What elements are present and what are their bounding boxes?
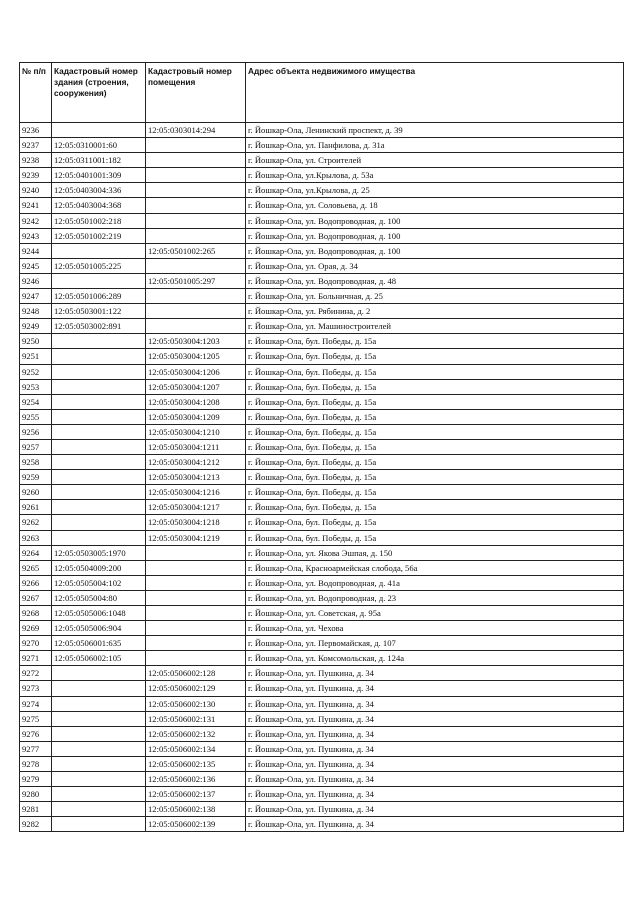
cell-room-cadastral	[146, 575, 246, 590]
cell-address: г. Йошкар-Ола, ул. Панфилова, д. 31а	[246, 138, 624, 153]
table-row	[20, 198, 624, 213]
cell-address: г. Йошкар-Ола, ул. Рябинина, д. 2	[246, 304, 624, 319]
cell-building-cadastral	[52, 470, 146, 485]
table-row	[20, 545, 624, 560]
cell-address: г. Йошкар-Ола, ул. Пушкина, д. 34	[246, 787, 624, 802]
table-row	[20, 560, 624, 575]
cell-address: г. Йошкар-Ола, ул. Чехова	[246, 621, 624, 636]
cell-address: г. Йошкар-Ола, ул. Водопроводная, д. 100	[246, 243, 624, 258]
table-row	[20, 772, 624, 787]
table-row	[20, 787, 624, 802]
cell-building-cadastral: 12:05:0403004:368	[52, 198, 146, 213]
table-row	[20, 817, 624, 832]
cell-address: г. Йошкар-Ола, бул. Победы, д. 15а	[246, 439, 624, 454]
cell-room-cadastral: 12:05:0506002:135	[146, 756, 246, 771]
cell-room-cadastral: 12:05:0503004:1210	[146, 424, 246, 439]
table-row	[20, 243, 624, 258]
cell-building-cadastral: 12:05:0503001:122	[52, 304, 146, 319]
cell-num: 9246	[20, 273, 52, 288]
cell-address: г. Йошкар-Ола, ул. Пушкина, д. 34	[246, 741, 624, 756]
cell-num: 9254	[20, 394, 52, 409]
cell-room-cadastral	[146, 183, 246, 198]
cell-room-cadastral: 12:05:0506002:129	[146, 681, 246, 696]
cell-address: г. Йошкар-Ола, ул. Пушкина, д. 34	[246, 802, 624, 817]
cell-room-cadastral: 12:05:0503004:1207	[146, 379, 246, 394]
cell-building-cadastral	[52, 696, 146, 711]
table-row	[20, 711, 624, 726]
table-row	[20, 666, 624, 681]
cell-building-cadastral	[52, 243, 146, 258]
table-row	[20, 213, 624, 228]
cell-address: г. Йошкар-Ола, ул. Водопроводная, д. 100	[246, 213, 624, 228]
cell-num: 9277	[20, 741, 52, 756]
cell-address: г. Йошкар-Ола, ул. Якова Эшпая, д. 150	[246, 545, 624, 560]
cell-building-cadastral: 12:05:0503002:891	[52, 319, 146, 334]
cell-room-cadastral: 12:05:0506002:134	[146, 741, 246, 756]
cell-building-cadastral	[52, 726, 146, 741]
cell-building-cadastral: 12:05:0506002:105	[52, 651, 146, 666]
cell-address: г. Йошкар-Ола, бул. Победы, д. 15а	[246, 530, 624, 545]
cell-address: г. Йошкар-Ола, ул.Крылова, д. 25	[246, 183, 624, 198]
cell-address: г. Йошкар-Ола, ул. Пушкина, д. 34	[246, 772, 624, 787]
cell-address: г. Йошкар-Ола, ул. Орая, д. 34	[246, 258, 624, 273]
table-row	[20, 304, 624, 319]
cell-building-cadastral: 12:05:0401001:309	[52, 168, 146, 183]
cell-num: 9266	[20, 575, 52, 590]
cell-num: 9270	[20, 636, 52, 651]
cell-building-cadastral: 12:05:0506001:635	[52, 636, 146, 651]
cell-room-cadastral	[146, 651, 246, 666]
table-row	[20, 621, 624, 636]
cell-building-cadastral	[52, 772, 146, 787]
cell-building-cadastral	[52, 439, 146, 454]
cell-building-cadastral	[52, 530, 146, 545]
cell-room-cadastral: 12:05:0503004:1211	[146, 439, 246, 454]
cell-building-cadastral: 12:05:0501006:289	[52, 289, 146, 304]
table-row	[20, 651, 624, 666]
cell-building-cadastral: 12:05:0505006:1048	[52, 606, 146, 621]
cell-address: г. Йошкар-Ола, ул. Соловьева, д. 18	[246, 198, 624, 213]
cell-room-cadastral: 12:05:0503004:1203	[146, 334, 246, 349]
cell-address: г. Йошкар-Ола, ул.Крылова, д. 53а	[246, 168, 624, 183]
cell-num: 9256	[20, 424, 52, 439]
cell-address: г. Йошкар-Ола, ул. Пушкина, д. 34	[246, 726, 624, 741]
cell-address: г. Йошкар-Ола, бул. Победы, д. 15а	[246, 455, 624, 470]
cell-room-cadastral	[146, 153, 246, 168]
cell-address: г. Йошкар-Ола, ул. Советская, д. 95а	[246, 606, 624, 621]
cell-address: г. Йошкар-Ола, ул. Комсомольская, д. 124а	[246, 651, 624, 666]
table-row	[20, 575, 624, 590]
cell-building-cadastral	[52, 802, 146, 817]
cell-num: 9261	[20, 500, 52, 515]
table-row	[20, 756, 624, 771]
cell-room-cadastral	[146, 228, 246, 243]
cell-num: 9236	[20, 123, 52, 138]
cell-address: г. Йошкар-Ола, бул. Победы, д. 15а	[246, 349, 624, 364]
cell-address: г. Йошкар-Ола, бул. Победы, д. 15а	[246, 334, 624, 349]
cell-room-cadastral: 12:05:0503004:1213	[146, 470, 246, 485]
table-row	[20, 364, 624, 379]
cell-room-cadastral	[146, 545, 246, 560]
cell-room-cadastral: 12:05:0501005:297	[146, 273, 246, 288]
cell-num: 9280	[20, 787, 52, 802]
cell-room-cadastral: 12:05:0503004:1218	[146, 515, 246, 530]
cell-num: 9271	[20, 651, 52, 666]
table-row	[20, 606, 624, 621]
cell-address: г. Йошкар-Ола, ул. Машиностроителей	[246, 319, 624, 334]
cell-room-cadastral	[146, 213, 246, 228]
cell-room-cadastral: 12:05:0501002:265	[146, 243, 246, 258]
cell-num: 9264	[20, 545, 52, 560]
cell-address: г. Йошкар-Ола, ул. Пушкина, д. 34	[246, 696, 624, 711]
cell-room-cadastral: 12:05:0503004:1205	[146, 349, 246, 364]
cell-building-cadastral	[52, 364, 146, 379]
document-page	[19, 62, 623, 832]
cell-address: г. Йошкар-Ола, ул. Водопроводная, д. 41а	[246, 575, 624, 590]
table-row	[20, 802, 624, 817]
table-row	[20, 319, 624, 334]
cell-num: 9248	[20, 304, 52, 319]
cell-building-cadastral	[52, 424, 146, 439]
cell-num: 9259	[20, 470, 52, 485]
cell-building-cadastral	[52, 379, 146, 394]
table-row	[20, 273, 624, 288]
cell-room-cadastral: 12:05:0506002:128	[146, 666, 246, 681]
cell-room-cadastral	[146, 621, 246, 636]
cell-num: 9272	[20, 666, 52, 681]
cell-num: 9251	[20, 349, 52, 364]
table-row	[20, 439, 624, 454]
cell-num: 9275	[20, 711, 52, 726]
cell-address: г. Йошкар-Ола, ул. Водопроводная, д. 100	[246, 228, 624, 243]
cell-address: г. Йошкар-Ола, бул. Победы, д. 15а	[246, 409, 624, 424]
table-row	[20, 455, 624, 470]
cell-room-cadastral: 12:05:0506002:137	[146, 787, 246, 802]
cell-building-cadastral: 12:05:0505004:102	[52, 575, 146, 590]
cell-building-cadastral: 12:05:0504009:200	[52, 560, 146, 575]
table-row	[20, 123, 624, 138]
cell-address: г. Йошкар-Ола, бул. Победы, д. 15а	[246, 424, 624, 439]
cell-building-cadastral	[52, 515, 146, 530]
cell-address: г. Йошкар-Ола, ул. Водопроводная, д. 23	[246, 590, 624, 605]
cell-building-cadastral: 12:05:0505004:80	[52, 590, 146, 605]
cell-room-cadastral: 12:05:0503004:1209	[146, 409, 246, 424]
table-row	[20, 515, 624, 530]
cell-num: 9247	[20, 289, 52, 304]
cell-room-cadastral: 12:05:0303014:294	[146, 123, 246, 138]
cell-room-cadastral: 12:05:0503004:1208	[146, 394, 246, 409]
cell-num: 9249	[20, 319, 52, 334]
table-row	[20, 424, 624, 439]
cell-building-cadastral: 12:05:0501002:219	[52, 228, 146, 243]
cell-room-cadastral: 12:05:0506002:132	[146, 726, 246, 741]
cell-num: 9262	[20, 515, 52, 530]
table-row	[20, 470, 624, 485]
header-building-cadastral: Кадастровый номер здания (строения, сооружения)	[52, 63, 146, 123]
cell-num: 9263	[20, 530, 52, 545]
table-row	[20, 289, 624, 304]
cell-num: 9240	[20, 183, 52, 198]
cell-room-cadastral	[146, 138, 246, 153]
cell-address: г. Йошкар-Ола, Красноармейская слобода, 56а	[246, 560, 624, 575]
cell-room-cadastral	[146, 590, 246, 605]
cell-num: 9282	[20, 817, 52, 832]
cell-num: 9239	[20, 168, 52, 183]
table-row	[20, 681, 624, 696]
table-row	[20, 530, 624, 545]
cell-building-cadastral	[52, 681, 146, 696]
cell-num: 9244	[20, 243, 52, 258]
cell-room-cadastral: 12:05:0503004:1219	[146, 530, 246, 545]
cell-num: 9255	[20, 409, 52, 424]
table-row	[20, 696, 624, 711]
cell-address: г. Йошкар-Ола, ул. Пушкина, д. 34	[246, 666, 624, 681]
cell-num: 9274	[20, 696, 52, 711]
cell-room-cadastral: 12:05:0503004:1216	[146, 485, 246, 500]
cell-building-cadastral	[52, 711, 146, 726]
cell-room-cadastral	[146, 168, 246, 183]
cell-room-cadastral	[146, 289, 246, 304]
cell-num: 9278	[20, 756, 52, 771]
cell-room-cadastral	[146, 636, 246, 651]
table-row	[20, 153, 624, 168]
cell-room-cadastral: 12:05:0506002:131	[146, 711, 246, 726]
cell-room-cadastral	[146, 304, 246, 319]
cell-room-cadastral: 12:05:0503004:1206	[146, 364, 246, 379]
table-row	[20, 258, 624, 273]
table-row	[20, 409, 624, 424]
cell-num: 9268	[20, 606, 52, 621]
cell-building-cadastral	[52, 123, 146, 138]
table-header-row	[20, 63, 624, 123]
cell-address: г. Йошкар-Ола, бул. Победы, д. 15а	[246, 394, 624, 409]
cell-building-cadastral	[52, 741, 146, 756]
cell-num: 9267	[20, 590, 52, 605]
cell-address: г. Йошкар-Ола, бул. Победы, д. 15а	[246, 379, 624, 394]
header-address: Адрес объекта недвижимого имущества	[246, 63, 624, 123]
table-row	[20, 726, 624, 741]
cell-address: г. Йошкар-Ола, ул. Больничная, д. 25	[246, 289, 624, 304]
cell-address: г. Йошкар-Ола, бул. Победы, д. 15а	[246, 364, 624, 379]
table-body	[20, 123, 624, 832]
cell-address: г. Йошкар-Ола, Ленинский проспект, д. 39	[246, 123, 624, 138]
table-row	[20, 138, 624, 153]
cell-building-cadastral	[52, 787, 146, 802]
property-table	[19, 62, 624, 832]
table-row	[20, 500, 624, 515]
cell-address: г. Йошкар-Ола, ул. Строителей	[246, 153, 624, 168]
cell-room-cadastral: 12:05:0506002:139	[146, 817, 246, 832]
table-row	[20, 228, 624, 243]
table-row	[20, 741, 624, 756]
cell-room-cadastral	[146, 258, 246, 273]
cell-num: 9238	[20, 153, 52, 168]
cell-building-cadastral	[52, 756, 146, 771]
header-room-cadastral: Кадастровый номер помещения	[146, 63, 246, 123]
cell-room-cadastral	[146, 319, 246, 334]
cell-address: г. Йошкар-Ола, ул. Пушкина, д. 34	[246, 756, 624, 771]
cell-num: 9279	[20, 772, 52, 787]
cell-address: г. Йошкар-Ола, бул. Победы, д. 15а	[246, 500, 624, 515]
cell-room-cadastral: 12:05:0506002:138	[146, 802, 246, 817]
cell-room-cadastral	[146, 198, 246, 213]
cell-num: 9237	[20, 138, 52, 153]
cell-num: 9243	[20, 228, 52, 243]
cell-num: 9269	[20, 621, 52, 636]
header-num: № п/п	[20, 63, 52, 123]
table-row	[20, 394, 624, 409]
cell-room-cadastral: 12:05:0503004:1212	[146, 455, 246, 470]
cell-num: 9250	[20, 334, 52, 349]
cell-num: 9265	[20, 560, 52, 575]
cell-num: 9257	[20, 439, 52, 454]
cell-building-cadastral	[52, 500, 146, 515]
cell-num: 9245	[20, 258, 52, 273]
cell-room-cadastral	[146, 606, 246, 621]
cell-building-cadastral: 12:05:0501002:218	[52, 213, 146, 228]
cell-room-cadastral: 12:05:0503004:1217	[146, 500, 246, 515]
cell-building-cadastral	[52, 817, 146, 832]
table-row	[20, 183, 624, 198]
cell-num: 9241	[20, 198, 52, 213]
cell-num: 9253	[20, 379, 52, 394]
cell-building-cadastral	[52, 485, 146, 500]
cell-num: 9258	[20, 455, 52, 470]
cell-address: г. Йошкар-Ола, бул. Победы, д. 15а	[246, 470, 624, 485]
table-row	[20, 636, 624, 651]
cell-building-cadastral	[52, 455, 146, 470]
cell-building-cadastral	[52, 666, 146, 681]
table-row	[20, 485, 624, 500]
cell-building-cadastral: 12:05:0311001:182	[52, 153, 146, 168]
cell-num: 9276	[20, 726, 52, 741]
cell-building-cadastral	[52, 394, 146, 409]
cell-num: 9252	[20, 364, 52, 379]
cell-building-cadastral	[52, 409, 146, 424]
cell-building-cadastral: 12:05:0310001:60	[52, 138, 146, 153]
cell-building-cadastral	[52, 349, 146, 364]
cell-building-cadastral	[52, 273, 146, 288]
cell-num: 9281	[20, 802, 52, 817]
cell-building-cadastral: 12:05:0403004:336	[52, 183, 146, 198]
cell-address: г. Йошкар-Ола, ул. Пушкина, д. 34	[246, 817, 624, 832]
cell-room-cadastral: 12:05:0506002:136	[146, 772, 246, 787]
cell-building-cadastral	[52, 334, 146, 349]
table-row	[20, 590, 624, 605]
cell-room-cadastral: 12:05:0506002:130	[146, 696, 246, 711]
table-row	[20, 334, 624, 349]
cell-address: г. Йошкар-Ола, ул. Первомайская, д. 107	[246, 636, 624, 651]
table-row	[20, 349, 624, 364]
cell-address: г. Йошкар-Ола, бул. Победы, д. 15а	[246, 515, 624, 530]
cell-num: 9260	[20, 485, 52, 500]
table-row	[20, 379, 624, 394]
cell-address: г. Йошкар-Ола, бул. Победы, д. 15а	[246, 485, 624, 500]
cell-building-cadastral: 12:05:0503005:1970	[52, 545, 146, 560]
cell-num: 9273	[20, 681, 52, 696]
cell-address: г. Йошкар-Ола, ул. Пушкина, д. 34	[246, 711, 624, 726]
cell-room-cadastral	[146, 560, 246, 575]
cell-num: 9242	[20, 213, 52, 228]
cell-building-cadastral: 12:05:0505006:904	[52, 621, 146, 636]
cell-building-cadastral: 12:05:0501005:225	[52, 258, 146, 273]
table-row	[20, 168, 624, 183]
cell-address: г. Йошкар-Ола, ул. Водопроводная, д. 48	[246, 273, 624, 288]
cell-address: г. Йошкар-Ола, ул. Пушкина, д. 34	[246, 681, 624, 696]
